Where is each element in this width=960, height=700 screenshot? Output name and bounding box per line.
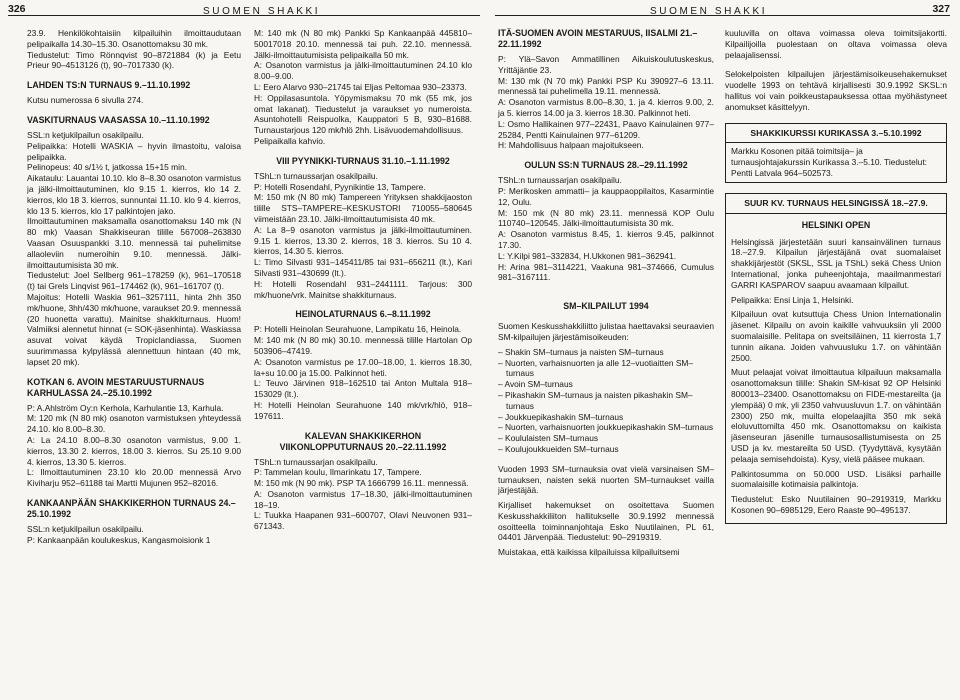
paragraph: L: Tuukka Haapanen 931–600707, Olavi Neuvonen 931–671343. [254,510,472,532]
box-helsinki-title: SUUR KV. TURNAUS HELSINGISSÄ 18.–27.9. [725,193,947,214]
right-page-header [495,0,950,18]
paragraph: Muut pelaajat voivat ilmoittautua kilpailuun maksamalla osanottomaksun tilille: Shakin SM-kisat 92 OP Helsinki 800013–23400. Osanottomaksu on FIDE-mestareilta (ja ylempää) 0 mk, yli 2350 vahvuusluvun 1.7. on vähintään 2300) 250 mk, muilta elopelaajilta 350 mk sekä eloluvuttomilta 450 mk. Osanottomaksu on kaikista jäsenseuran jäsenille turnausosallistumisesta on 25 USD ja kv. mestareilta 50 USD. (Tyydyttävä, kysytään pelaaja semisehdoista). Kysy, vielä pääsee mukaan. [731,367,941,464]
right-page-number: 327 [932,3,950,15]
paragraph: 23.9. Henkilökohtaisiin kilpailuihin ilmoittaudutaan pelipaikalla 14.30–15.30. Osanottomaksu 30 mk. [27,28,241,49]
paragraph: L: Eero Alarvo 930–21745 tai Eljas Peltomaa 930–23373. [254,81,467,92]
list-item: – Pikashakin SM–turnaus ja naisten pikashakin SM–turnaus [498,389,693,411]
paragraph: P: Kankaanpään koulukeskus, Kangasmoisionk 1 [27,534,211,545]
paragraph: TShL:n turnaussarjan osakilpailu. [254,456,378,467]
spacer [254,422,472,431]
box-helsinki-paragraphs [731,237,941,516]
box-helsinki-body [725,214,947,524]
paragraph: H: Hotelli Rosendahl 931–2441111. Tarjous: 300 mk/huone/vrk. Mainitse shakkiturnaus. [254,278,472,300]
paragraph: Pelinopeus: 40 s/1½ t, jatkossa 15+15 min. [27,162,187,173]
paragraph: SSL:n ketjukilpailun osakilpailu. [27,129,144,140]
paragraph: Palkintosumma on 50.000 USD. Lisäksi parhaille suomalaisille kotimaisia palkintoja. [731,468,941,490]
paragraph: M: 150 mk (N 80 mk) Tampereen Yrityksen shakkijaoston tilille STS–TAMPERE–KESKUSTORI 710055–580645 viimeistään 23.10. Jälki-ilmoittautumisista 40 mk. [254,192,472,224]
section-heading: SM–KILPAILUT 1994 [563,301,649,312]
paragraph: H: Hotelli Heinolan Seurahuone 140 mk/vrk/hlö, 918–197611. [254,399,472,421]
left-header-rule [8,15,480,16]
paragraph: Suomen Keskusshakkiliitto julistaa haettavaksi seuraavien SM-kilpailujen järjestämisoikeuden: [498,321,715,342]
paragraph: Kutsu numerossa 6 sivulla 274. [27,95,144,106]
section-heading: OULUN SS:N TURNAUS 28.–29.11.1992 [524,160,688,171]
section-heading: KANKAANPÄÄN SHAKKIKERHON TURNAUS 24.–25.10.1992 [27,497,236,519]
paragraph: TShL:n turnaussarjan osakilpailu. [498,175,622,186]
paragraph: L: Teuvo Järvinen 918–162510 tai Anton Multala 918–153029 (lt.). [254,378,472,400]
paragraph: A: Osanoton varmistus 8.00–8.30, 1. ja 4. kierros 9.00, 2. ja 5. kierros 14.00 ja 3. kierros 18.30. Palkinnot heti. [498,97,714,118]
paragraph: L: Ilmoittautuminen 23.10 klo 20.00 mennessä Arvo Kiviharju 952–61188 tai Martti Mujunen 952–82016. [27,467,241,489]
list-item: – Nuorten, varhaisnuorten joukkuepikashakin SM–turnaus [498,422,714,433]
spacer [27,368,241,377]
list-item: – Shakin SM–turnaus ja naisten SM–turnaus [498,346,664,357]
paragraph: A: Osanoton varmistus 17–18.30, jälki-ilmoittautuminen 18–19. [254,488,472,510]
left-running-title: SUOMEN SHAKKI [203,6,321,17]
box-kurikka-body [725,143,947,182]
spacer [498,455,714,464]
column-4-intro [725,28,947,113]
paragraph: M: 140 mk (N 80 mk) Pankki Sp Kankaanpää 445810–50017018 20.10. mennessä tai puh. 22.10. mennessä. Jälki-ilmoittautumisista pelipaikalla 50 mk. [254,28,472,60]
paragraph: L: Osmo Hallikainen 977–22431, Paavo Kainulainen 977–25284, Pentti Kainulainen 977–61209. [498,118,714,140]
list-item: – Avoin SM–turnaus [498,379,573,390]
list-item: – Koulujoukkueiden SM–turnaus [498,443,619,454]
paragraph: P: Tammelan koulu, Ilmarinkatu 17, Tampere. [254,467,422,478]
paragraph: A: Osanoton varmistus pe 17.00–18.00, 1. kierros 18.30, la+su 10.00 ja 15.00. Palkinnot heti. [254,356,472,378]
paragraph: Majoitus: Hotelli Waskia 961–3257111, hinta 2hh 350 mk/huone, 3hh/430 mk/huone, varaukset 20.9. mennessä (20 huonetta varattu). Mainitse shakkiturnaus. Huom! Valmiiksi alennetut hinnat (= SOK-jäsenhinta). Waskiassa asuvat voivat käydä Tropiclandiassa, Suomen suurimmassa kylpylässä alennettuun hintaan (40 mk, lapset 20 mk). [27,291,241,367]
box-kurikka-text: Markku Kosonen pitää toimitsija– ja turnausjohtajakurssin Kurikassa 3.–5.10. Tiedustelut: Pentti Latvala 964–502573. [731,146,927,178]
paragraph: Pelipaikka: Hotelli WASKIA – hyvin ilmastoitu, valoisa pelipaikka. [27,140,241,162]
box-kurikka-title: SHAKKIKURSSI KURIKASSA 3.–5.10.1992 [725,123,947,144]
spacer [498,283,714,292]
paragraph: P: Merikosken ammatti– ja kauppaoppilaitos, Kasarmintie 12, Oulu. [498,185,714,207]
paragraph: A: La 24.10 8.00–8.30 osanoton varmistus, 9.00 1. kierros, 13.30 2. kierros, 18.00 3. kierros. Su 25.10 9.00 4. kierros, 13.30 5. kierros. [27,434,241,467]
paragraph: P: Ylä–Savon Ammatillinen Aikuiskoulutuskeskus, Yrittäjäntie 23. [498,54,714,75]
spacer [725,60,947,69]
paragraph: H: Oppilasasuntola. Yöpymismaksu 70 mk (55 mk, jos omat lakanat). Tiedustelut ja varaukset yo numeroista. Asuntohotelli Reispuolka, Kauppatori 5 B, 930–81688. Turnaustarjous 120 mk/hlö 2hh. Lisävuodemahdollisuus. [254,92,472,136]
list-item: – Joukkuepikashakin SM–turnaus [498,411,624,422]
paragraph: P: Hotelli Rosendahl, Pyynikintie 13, Tampere. [254,181,426,192]
left-page-column-1 [27,28,241,545]
section-heading: VIII PYYNIKKI-TURNAUS 31.10.–1.11.1992 [276,155,450,166]
paragraph: M: 120 mk (N 80 mk) osanoton varmistuksen yhteydessä 24.10. klo 8.00–8.30. [27,413,241,435]
box-helsinki-subtitle: HELSINKI OPEN [801,219,871,230]
list-item: – Koululaisten SM–turnaus [498,433,599,444]
paragraph: Selokelpoisten kilpailujen järjestämisoikeusehakemukset vuodelle 1993 on tehtävä kirjallisesti 30.9.1992 SKSL:n hallitus voi vain poikkeustapauksessa ottaa myöhästyneet anomukset käsittelyyn. [725,69,947,112]
spacer [27,489,241,498]
paragraph: Muistakaa, että kaikissa kilpailuissa kilpailuitsemi [498,547,680,558]
paragraph: P: A.Ahlström Oy:n Kerhola, Karhulantie 13, Karhula. [27,402,224,413]
list-item: – Nuorten, varhaisnuorten ja alle 12–vuotiaitten SM–turnaus [498,357,694,379]
paragraph: Ilmoittautuminen maksamalla osanottomaksu 140 mk (N 80 mk) Vaasan Shakkiseuran tilille 567008–263830 Vaasan Osuuspankki 3.10. mennessä tai puhelimitse allaoleviin numeroihin 9.10. mennessä. Jälki-ilmoittautumisista 30 mk. [27,216,241,270]
spacer [254,300,472,309]
right-header-rule [495,15,950,16]
paragraph: Aikataulu: Lauantai 10.10. klo 8–8.30 osanoton varmistus ja jälki-ilmoittautuminen, klo 9.15 1. kierros, klo 14 2. kierros, klo 18 3. kierros, sunnuntai 11.10. klo 9 4. kierros, klo 13 5. kierros, klo 17 palkintojen jako. [27,173,241,216]
paragraph: Vuoden 1993 SM–turnauksia ovat vielä varsinaisen SM–turnauksen, naisten sekä nuorten SM–turnaukset vailla järjestäjää. [498,463,714,496]
paragraph: Tiedustelut: Esko Nuutilainen 90–2919319, Markku Kosonen 90–6985129, Eero Raaste 90–495137. [731,494,941,515]
spacer [498,151,714,160]
section-heading: LAHDEN TS:N TURNAUS 9.–11.10.1992 [27,80,191,91]
paragraph: H: Arina 981–3114221, Vaakuna 981–374666, Cumulus 981–3167111. [498,261,714,283]
right-page-column-2 [725,28,947,524]
paragraph: H: Mahdollisuus halpaan majoitukseen. [498,140,644,151]
paragraph: P: Hotelli Heinolan Seurahuone, Lampikatu 16, Heinola. [254,324,462,335]
right-running-title: SUOMEN SHAKKI [650,6,768,17]
left-page-header [8,0,480,18]
paragraph: M: 140 mk (N 80 mk) 30.10. mennessä tilille Hartolan Op 503906–47419. [254,335,472,356]
paragraph: L: Timo Silvasti 931–145411/85 tai 931–656211 (lt.), Kari Silvasti 931–430699 (lt.). [254,257,472,278]
section-heading: ITÄ-SUOMEN AVOIN MESTARUUS, IISALMI 21.–22.11.1992 [498,28,698,49]
paragraph: L: Y.Kilpi 981–332834, H.Ukkonen 981–362941. [498,250,677,261]
paragraph: kuuluvilla on oltava voimassa oleva toimitsijakortti. Kilpailijoilla puolestaan on oltava voimassa oleva pelaajalisenssi. [725,28,947,60]
paragraph: M: 150 mk (N 90 mk). PSP TA 1666799 16.11. mennessä. [254,478,469,489]
section-heading: KALEVAN SHAKKIKERHON VIIKONLOPPUTURNAUS 20.–22.11.1992 [279,430,447,452]
spacer [498,292,714,301]
paragraph: SSL:n ketjukilpailun osakilpailu. [27,523,144,534]
spacer [27,106,241,115]
left-page-column-2 [254,28,472,532]
spacer [498,312,714,321]
section-heading: KOTKAN 6. AVOIN MESTARUUSTURNAUS KARHULASSA 24.–25.10.1992 [27,376,205,398]
paragraph: Pelipaikka: Ensi Linja 1, Helsinki. [731,294,854,305]
paragraph: TShL:n turnaussarjan osakilpailu. [254,170,378,181]
section-heading: VASKITURNAUS VAASASSA 10.–11.10.1992 [27,114,210,125]
paragraph: Tiedustelut: Timo Rönnqvist 90–8721884 (k) ja Eetu Prieur 90–4513126 (t), 90–7017330 (k). [27,49,241,71]
paragraph: A: Osanoton varmistus ja jälki-ilmoittautuminen 24.10 klo 8.00–9.00. [254,60,472,82]
left-page-number: 326 [8,3,26,15]
paragraph: A: La 8–9 osanoton varmistus ja jälki-ilmoittautuminen. 9.15 1. kierros, 13.30 2. kierros, 18 3. kierros. Su 10 4. kierros, 14.30 5. kierros. [254,224,472,257]
paragraph: M: 150 mk (N 80 mk) 23.11. mennessä KOP Oulu 110740–120545. Jälki-ilmoittautumisista 30 mk. [498,207,714,229]
right-page-column-1 [498,28,714,558]
paragraph: Kirjalliset hakemukset on osoitettava Suomen Keskusshakkiliiton hallitukselle 30.9.1992 mennessä osoitteella toiminnanjohtaja Esko Nuutilainen, PL 61, 04401 Järvenpää. Tiedustelut: 90–2919319. [498,500,714,543]
paragraph: M: 130 mk (N 70 mk) Pankki PSP Ku 390927–6 13.11. mennessä tai puhelimella 19.11. mennessä. [498,75,714,97]
paragraph: Tiedustelut: Joel Sellberg 961–178259 (k), 961–170518 (t) tai Grels Linqvist 961–174462 (k), 961–161707 (t). [27,270,241,292]
paragraph: Pelipaikalla kahvio. [254,135,326,146]
paragraph: A: Osanoton varmistus 8.45, 1. kierros 9.45, palkinnot 17.30. [498,229,714,250]
spacer [254,147,472,156]
spacer [27,71,241,80]
paragraph: Kilpailuun ovat kutsuttuja Chess Union Internationalin jäsenet. Kilpailu on avoin kaikille vahvuuksiin yli 2000 suomalaisille. Pelitapa on sveitsiläinen, 11 kierrosta 1,7 tunnin aikana. Joiden vahvuusluku 1.7. on vähintään 2500. [731,309,941,363]
section-heading: HEINOLATURNAUS 6.–8.11.1992 [295,309,431,320]
paragraph: Helsingissä järjestetään suuri kansainvälinen turnaus 18.–27.9. Kilpailun järjestäjänä ovat suomalaiset shakkijärjestöt (SKSL, SSL ja TShL) sekä Chess Union International, jonka puheenjohtaja, maailmanmestari GARRI KASPAROV saapuu avaamaan kilpailut. [731,236,941,290]
